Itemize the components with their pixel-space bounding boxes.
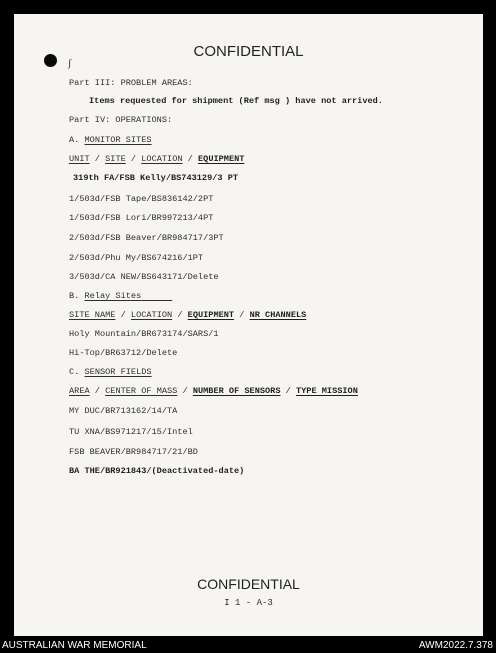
- table-row: 2/503d/Phu My/BS674216/1PT: [69, 253, 204, 263]
- page-number: I 1 - A-3: [224, 598, 273, 608]
- column-header: CENTER OF MASS: [105, 386, 178, 396]
- section-b-heading: [69, 291, 172, 301]
- part4-title: Part IV: OPERATIONS:: [69, 115, 173, 125]
- column-header: SITE NAME: [69, 310, 116, 320]
- table-row: FSB BEAVER/BR984717/21/BD: [69, 447, 198, 457]
- column-header: LOCATION: [130, 310, 173, 320]
- table-row: MY DUC/BR713162/14/TA: [69, 406, 178, 416]
- header-classification: CONFIDENTIAL: [193, 43, 304, 60]
- table-row: BA THE/BR921843/(Deactivated-date): [69, 466, 245, 476]
- column-header: EQUIPMENT: [198, 154, 245, 164]
- pen-mark: ʃ: [68, 58, 72, 69]
- section-c-title: SENSOR FIELDS: [84, 367, 152, 377]
- section-a-columns: UNIT / SITE / LOCATION / EQUIPMENT: [69, 154, 245, 164]
- column-header: UNIT: [69, 154, 90, 164]
- column-header: SITE: [105, 154, 126, 164]
- section-a-letter: A.: [69, 135, 80, 145]
- archive-caption-left: AUSTRALIAN WAR MEMORIAL: [2, 640, 147, 651]
- table-row: 1/503d/FSB Tape/BS836142/2PT: [69, 194, 214, 204]
- column-header: NR CHANNELS: [249, 310, 307, 320]
- section-a-title: MONITOR SITES: [84, 135, 152, 145]
- document-page: [14, 14, 483, 636]
- table-row: 1/503d/FSB Lori/BR997213/4PT: [69, 213, 214, 223]
- part3-text: Items requested for shipment (Ref msg ) have not arrived.: [89, 96, 383, 106]
- section-b-columns: SITE NAME / LOCATION / EQUIPMENT / NR CHANNELS: [69, 310, 307, 320]
- footer-classification: CONFIDENTIAL: [197, 576, 300, 592]
- column-header: EQUIPMENT: [187, 310, 235, 320]
- section-c-heading: [69, 367, 152, 377]
- part3-title: Part III: PROBLEM AREAS:: [69, 78, 193, 88]
- section-b-title: Relay Sites: [84, 291, 142, 301]
- section-b-letter: B.: [69, 291, 80, 301]
- table-row: TU XNA/BS971217/15/Intel: [69, 427, 193, 437]
- column-header: TYPE MISSION: [295, 386, 358, 396]
- section-c-letter: C.: [69, 367, 80, 377]
- column-header: NUMBER OF SENSORS: [192, 386, 281, 396]
- section-c-columns: AREA / CENTER OF MASS / NUMBER OF SENSORS / TYPE MISSION: [69, 386, 358, 396]
- table-row: Holy Mountain/BR673174/SARS/1: [69, 329, 219, 339]
- table-row: 3/503d/CA NEW/BS643171/Delete: [69, 272, 219, 282]
- column-header: AREA: [69, 386, 90, 396]
- table-row: Hi-Top/BR63712/Delete: [69, 348, 178, 358]
- section-a-heading: [69, 135, 152, 145]
- archive-caption-right: AWM2022.7.378: [418, 640, 493, 651]
- table-row: 2/503d/FSB Beaver/BR984717/3PT: [69, 233, 224, 243]
- table-row: 319th FA/FSB Kelly/BS743129/3 PT: [73, 173, 239, 183]
- column-header: LOCATION: [141, 154, 183, 164]
